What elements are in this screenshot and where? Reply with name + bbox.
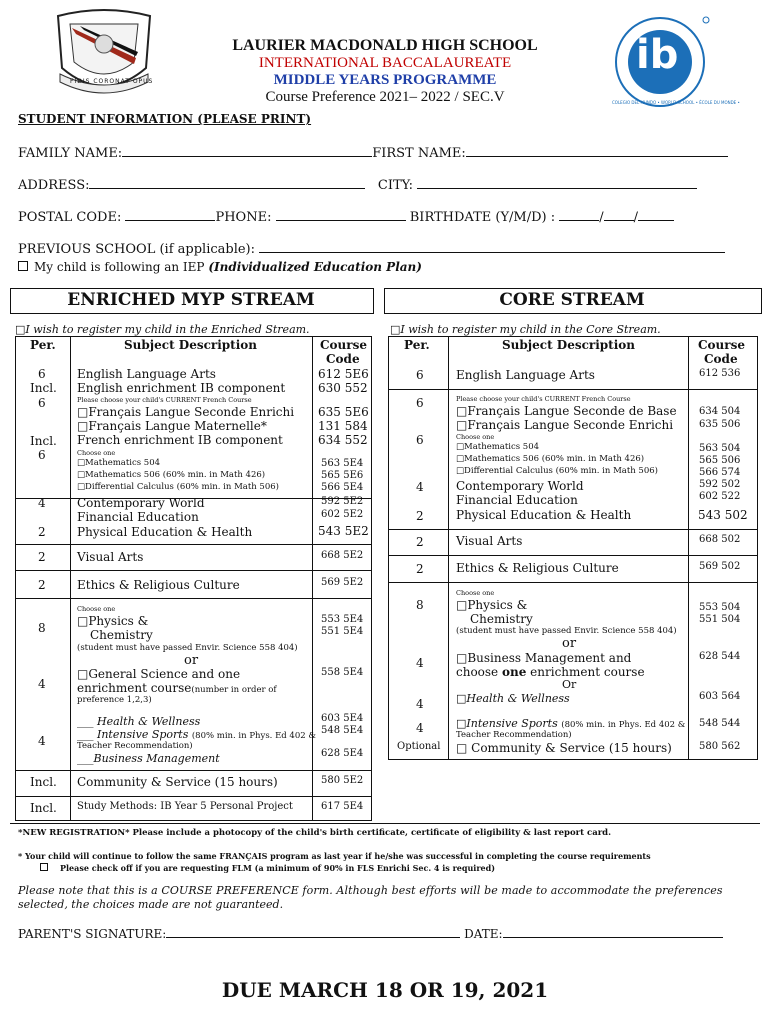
c-r4-c1: 592 502	[699, 479, 741, 490]
e-r9-c: 558 5E4	[321, 667, 364, 678]
c-r4-d1: Contemporary World	[456, 479, 584, 493]
family-name-row	[18, 144, 728, 161]
birthdate-label: BIRTHDATE (Y/M/D) :	[409, 210, 556, 225]
c-r8-note: Choose one	[456, 589, 495, 597]
e-r7-per: 2	[38, 578, 46, 592]
flm-checkbox[interactable]	[40, 863, 48, 871]
e-r1-d2: English enrichment IB component	[77, 381, 286, 395]
e-r8-or: or	[184, 653, 199, 668]
address-row	[18, 176, 697, 193]
due-date: DUE MARCH 18 OR 19, 2021	[221, 978, 549, 1002]
e-r2-d3: French enrichment IB component	[77, 433, 283, 447]
e-r4-d2: Financial Education	[77, 510, 199, 524]
e-r1-per2: Incl.	[30, 381, 57, 395]
e-r6-d: Visual Arts	[77, 550, 144, 564]
c-r10-c1: 603 564	[699, 691, 741, 702]
e-r2-d1[interactable]: □Français Langue Seconde Enrichi	[77, 405, 295, 419]
e-r2-c2: 131 584	[318, 419, 368, 433]
e-r6-per: 2	[38, 550, 46, 564]
c-r6-c: 668 502	[699, 534, 741, 545]
c-r3-d2[interactable]: □Mathematics 506 (60% min. in Math 426)	[456, 454, 645, 464]
e-r8-per: 8	[38, 621, 46, 635]
e-r10-per: 4	[38, 734, 46, 748]
e-r5-per: 2	[38, 525, 46, 539]
c-r8-d1[interactable]: □Physics &	[456, 598, 528, 612]
address-field[interactable]	[89, 176, 365, 189]
c-r10-d2	[456, 717, 685, 731]
c-r3-c3: 566 574	[699, 467, 741, 478]
enriched-h-per: Per.	[30, 338, 56, 352]
first-name-field[interactable]	[466, 144, 728, 157]
c-r4-d2: Financial Education	[456, 493, 578, 507]
iep-checkbox[interactable]	[18, 261, 28, 271]
e-r8-d1[interactable]: □Physics &	[77, 614, 149, 628]
enriched-register-checkbox[interactable]: □I wish to register my child in the Enriched Stream.	[15, 323, 310, 336]
c-r3-per: 6	[416, 433, 424, 447]
c-r2-per: 6	[416, 396, 424, 410]
family-name-field[interactable]	[122, 144, 372, 157]
c-r9-or: Or	[562, 678, 577, 691]
birthdate-year[interactable]	[559, 208, 599, 221]
e-r2-c1: 635 5E6	[318, 405, 369, 419]
e-r5-c: 543 5E2	[318, 524, 369, 538]
c-r4-c2: 602 522	[699, 491, 741, 502]
date-field[interactable]	[503, 925, 723, 938]
c-r8-or: or	[562, 636, 577, 651]
c-r9-d2c: enrichment course	[526, 665, 645, 679]
francais-note: * Your child will continue to follow the same FRANÇAIS program as last year if he/she was successful in completing the course requirements	[18, 851, 651, 861]
iep-text: My child is following an IEP	[34, 260, 205, 274]
header-block	[0, 37, 770, 106]
preference-note-1: Please note that this is a COURSE PREFERENCE form. Although best efforts will be made to accommodate the preferences	[18, 884, 723, 897]
e-r8-c1: 553 5E4	[321, 614, 364, 625]
e-r4-c2: 602 5E2	[321, 509, 364, 520]
signature-label: PARENT'S SIGNATURE:	[18, 927, 167, 941]
address-label: ADDRESS:	[18, 178, 90, 193]
signature-row	[18, 925, 723, 941]
program-myp: MIDDLE YEARS PROGRAMME	[273, 72, 497, 88]
family-name-label: FAMILY NAME:	[18, 146, 123, 161]
e-r2-d2[interactable]: □Français Langue Maternelle*	[77, 419, 267, 433]
first-name-label: FIRST NAME:	[372, 146, 466, 161]
program-ib: INTERNATIONAL BACCALAUREATE	[258, 55, 512, 71]
e-r12-c: 617 5E4	[321, 801, 364, 812]
e-r9-small2: preference 1,2,3)	[77, 695, 152, 705]
c-r1-d: English Language Arts	[456, 368, 595, 382]
e-r10-d2s: (80% min. in Phys. Ed 402 &	[191, 731, 316, 741]
city-field[interactable]	[417, 176, 697, 189]
e-r3-d2[interactable]: □Mathematics 506 (60% min. in Math 426)	[77, 470, 266, 480]
core-h-code2: Code	[704, 352, 738, 366]
e-r9-d2-text: enrichment course	[77, 681, 192, 695]
c-r10-d3: Teacher Recommendation)	[456, 730, 572, 740]
c-r1-per: 6	[416, 368, 424, 382]
c-r9-d2a: choose	[456, 665, 502, 679]
c-r2-c1: 634 504	[699, 406, 741, 417]
c-r9-d1[interactable]: □Business Management and	[456, 651, 632, 665]
e-r11-per: Incl.	[30, 775, 57, 789]
c-r2-c2: 635 506	[699, 419, 741, 430]
e-r10-d2	[77, 728, 316, 742]
c-r5-d: Physical Education & Health	[456, 508, 632, 522]
core-h-desc: Subject Description	[502, 338, 635, 352]
e-r9-d2	[77, 681, 277, 696]
e-r8-c2: 551 5E4	[321, 626, 364, 637]
e-r12-per: Incl.	[30, 801, 57, 815]
prev-school-label: PREVIOUS SCHOOL (if applicable):	[18, 242, 256, 257]
c-r3-d3[interactable]: □Differential Calculus (60% min. in Math 506)	[456, 466, 658, 476]
e-r10-d3: Teacher Recommendation)	[77, 741, 193, 751]
phone-field[interactable]	[276, 208, 406, 221]
c-r3-c2: 565 506	[699, 455, 741, 466]
c-r3-c1: 563 504	[699, 443, 741, 454]
c-r6-per: 2	[416, 535, 424, 549]
e-r10-d2-text[interactable]: ___ Intensive Sports	[77, 728, 189, 741]
c-r9-d2b: one	[501, 665, 527, 679]
c-r2-d2[interactable]: □Français Langue Seconde Enrichi	[456, 418, 674, 432]
core-title: CORE STREAM	[499, 290, 645, 310]
c-r4-per: 4	[416, 480, 424, 494]
e-r3-c2: 565 5E6	[321, 470, 364, 481]
c-r11-per: Optional	[397, 741, 441, 752]
e-r8-note: Choose one	[77, 605, 116, 613]
e-r8-d2: Chemistry	[90, 628, 153, 642]
c-r8-c2: 551 504	[699, 614, 741, 625]
iep-italic: (Individualized Education Plan)	[208, 260, 422, 274]
c-r5-per: 2	[416, 509, 424, 523]
e-r12-d: Study Methods: IB Year 5 Personal Project	[77, 801, 293, 812]
c-r6-d: Visual Arts	[456, 534, 523, 548]
postal-label: POSTAL CODE:	[18, 210, 122, 225]
e-r2-per1: 6	[38, 396, 46, 410]
e-r3-c3: 566 5E4	[321, 482, 364, 493]
e-r2-c3: 634 552	[318, 433, 368, 447]
c-r2-d1[interactable]: □Français Langue Seconde de Base	[456, 404, 677, 418]
c-r10-d2s: (80% min. in Phys. Ed 402 &	[561, 720, 686, 730]
e-r3-d1[interactable]: □Mathematics 504	[77, 458, 161, 468]
city-label: CITY:	[377, 178, 413, 193]
ib-letters: ib	[636, 32, 679, 78]
c-r3-note: Choose one	[456, 433, 495, 441]
e-r11-c: 580 5E2	[321, 775, 364, 786]
birthdate-day[interactable]	[638, 208, 674, 221]
c-r10-c2: 548 544	[699, 718, 741, 729]
c-r10-per2: 4	[416, 721, 424, 735]
c-r9-per: 4	[416, 656, 424, 670]
c-r9-d2	[456, 665, 645, 679]
c-r10-d2-text[interactable]: □Intensive Sports	[456, 717, 558, 730]
e-r7-c: 569 5E2	[321, 577, 364, 588]
c-r7-d: Ethics & Religious Culture	[456, 561, 619, 575]
prev-school-row	[18, 240, 725, 257]
school-name: LAURIER MACDONALD HIGH SCHOOL	[232, 37, 538, 54]
e-r10-c3: 628 5E4	[321, 748, 364, 759]
date-label: DATE:	[464, 927, 503, 941]
prev-school-field[interactable]	[259, 240, 725, 253]
enriched-h-code1: Course	[320, 338, 367, 352]
e-r2-per2: Incl.	[30, 434, 57, 448]
c-r7-per: 2	[416, 562, 424, 576]
enriched-h-code2: Code	[326, 352, 360, 366]
c-r7-c: 569 502	[699, 561, 741, 572]
c-r8-req: (student must have passed Envir. Science 558 404)	[456, 626, 677, 636]
e-r6-c: 668 5E2	[321, 550, 364, 561]
core-h-per: Per.	[404, 338, 430, 352]
postal-field[interactable]	[125, 208, 215, 221]
e-r10-d4[interactable]: ___Business Management	[77, 752, 220, 765]
e-r4-d1: Contemporary World	[77, 496, 205, 510]
c-r10-d1[interactable]: □Health & Wellness	[456, 692, 570, 705]
new-registration-note: *NEW REGISTRATION* Please include a photocopy of the child's birth certificate, certificate of eligibility & last report card.	[18, 828, 612, 838]
e-r3-note: Choose one	[77, 449, 116, 457]
course-preference-title: Course Preference 2021– 2022 / SEC.V	[265, 89, 505, 105]
e-r9-d1[interactable]: □General Science and one	[77, 667, 241, 681]
phone-label: PHONE:	[215, 210, 272, 225]
c-r8-c1: 553 504	[699, 602, 741, 613]
e-r11-d: Community & Service (15 hours)	[77, 775, 278, 789]
e-r10-c1: 603 5E4	[321, 713, 364, 724]
flm-row	[40, 863, 495, 874]
preference-note-2: selected, the choices made are not guaranteed.	[18, 898, 284, 911]
c-r3-d1[interactable]: □Mathematics 504	[456, 442, 540, 452]
c-r5-c: 543 502	[698, 508, 748, 522]
c-r8-per: 8	[416, 598, 424, 612]
birthdate-month[interactable]	[604, 208, 634, 221]
flm-text: Please check off if you are requesting FLM (a minimum of 90% in FLS Enrichi Sec. 4 is required)	[60, 863, 496, 873]
ib-ring-text: COLEGIO DEL MUNDO • WORLD SCHOOL • ÉCOLE DU MONDE •	[612, 100, 740, 105]
e-r4-c1: 592 5E2	[321, 496, 364, 507]
core-register-checkbox[interactable]: □I wish to register my child in the Core Stream.	[390, 323, 661, 336]
e-r1-per1: 6	[38, 367, 46, 381]
e-r9-per: 4	[38, 677, 46, 691]
e-r7-d: Ethics & Religious Culture	[77, 578, 240, 592]
e-r2-note: Please choose your child's CURRENT French Course	[77, 396, 252, 404]
e-r3-c1: 563 5E4	[321, 458, 364, 469]
e-r4-per: 4	[38, 496, 46, 510]
c-r11-d[interactable]: □ Community & Service (15 hours)	[456, 741, 672, 755]
e-r5-d: Physical Education & Health	[77, 525, 253, 539]
e-r1-d1: English Language Arts	[77, 367, 216, 381]
c-r11-c: 580 562	[699, 741, 741, 752]
crest-motto: FIDIS CORONAT OPUS	[70, 78, 154, 85]
e-r1-c2: 630 552	[318, 381, 368, 395]
e-r1-c1: 612 5E6	[318, 367, 369, 381]
postal-row: POSTAL CODE: PHONE: BIRTHDATE (Y/M/D) : / /	[18, 208, 674, 225]
e-r10-c2: 548 5E4	[321, 725, 364, 736]
core-h-code1: Course	[698, 338, 745, 352]
c-r10-per1: 4	[416, 697, 424, 711]
iep-row	[18, 260, 422, 274]
c-r1-c: 612 536	[699, 368, 741, 379]
e-r2-per3: 6	[38, 448, 46, 462]
student-info-title: STUDENT INFORMATION (PLEASE PRINT)	[18, 112, 312, 126]
signature-field[interactable]	[166, 925, 460, 938]
e-r10-d1[interactable]: ___ Health & Wellness	[77, 715, 201, 728]
enriched-title: ENRICHED MYP STREAM	[67, 290, 315, 310]
c-r2-note: Please choose your child's CURRENT French Course	[456, 395, 631, 403]
e-r9-small: (number in order of	[191, 685, 277, 695]
enriched-h-desc: Subject Description	[124, 338, 257, 352]
c-r8-d2: Chemistry	[470, 612, 533, 626]
e-r3-d3[interactable]: □Differential Calculus (60% min. in Math 506)	[77, 482, 279, 492]
c-r9-c: 628 544	[699, 651, 741, 662]
e-r8-req: (student must have passed Envir. Science 558 404)	[77, 643, 298, 653]
